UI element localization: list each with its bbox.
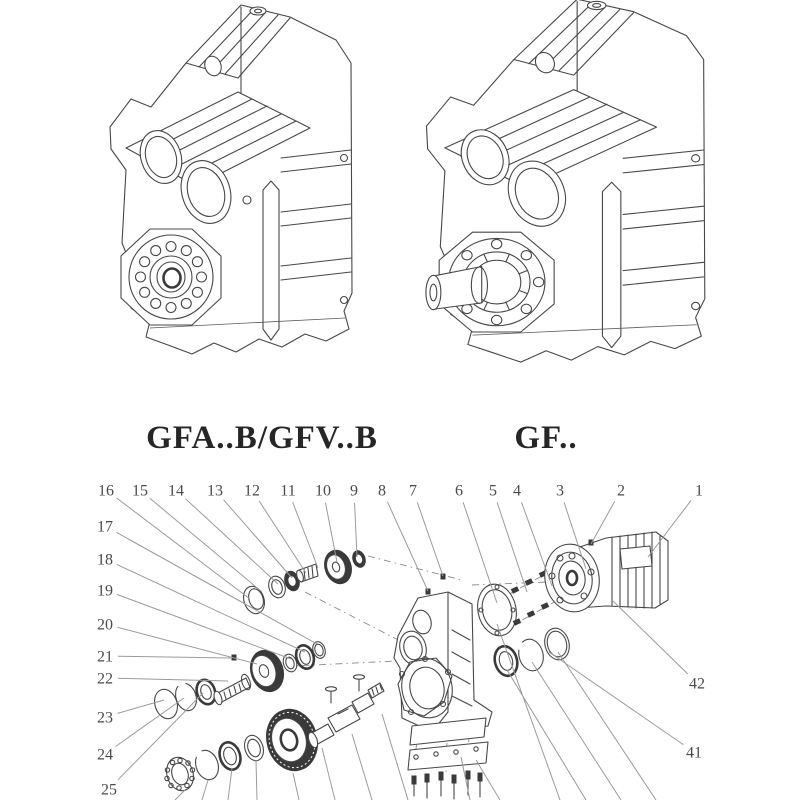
washer <box>241 733 266 763</box>
ball-bearing <box>162 754 197 794</box>
leader-line-21 <box>118 656 231 658</box>
callout-number-14: 14 <box>168 482 184 500</box>
front-rib-bar <box>602 182 620 347</box>
callout-number-19: 19 <box>97 582 113 600</box>
leader-line-4 <box>521 502 552 586</box>
top-plug <box>588 1 606 9</box>
strap-bolt-bottom <box>692 302 700 309</box>
callout-number-25: 25 <box>101 781 117 799</box>
callout-number-10: 10 <box>315 482 331 500</box>
callout-number-21: 21 <box>97 648 113 666</box>
callout-number-15: 15 <box>132 482 148 500</box>
input-shaft-assembly <box>240 547 367 617</box>
circlip <box>192 747 222 782</box>
callout-number-6: 6 <box>455 482 463 500</box>
shaft-end-face <box>426 275 441 309</box>
leader-line-17 <box>116 532 317 644</box>
leader-line-7 <box>417 502 443 576</box>
figure-gearbox-solid-shaft <box>426 0 705 362</box>
leader-line-14 <box>186 499 278 584</box>
figure-label-right: GF.. <box>514 420 578 456</box>
callout-number-4: 4 <box>513 482 521 500</box>
callout-number-24: 24 <box>97 746 113 764</box>
strap-bolt-bottom <box>341 297 348 304</box>
callout-number-5: 5 <box>489 482 497 500</box>
callout-number-7: 7 <box>409 482 417 500</box>
callout-number-41: 41 <box>686 744 702 762</box>
leader-line-42 <box>613 601 688 674</box>
leader-line-1 <box>648 500 691 557</box>
base-bolts <box>412 771 482 799</box>
callout-number-22: 22 <box>97 670 113 688</box>
callout-number-23: 23 <box>97 709 113 727</box>
leader-line-22 <box>118 678 228 681</box>
callout-number-1: 1 <box>695 482 703 500</box>
leader-line-13 <box>224 500 292 578</box>
circlip <box>515 636 546 673</box>
callout-number-18: 18 <box>97 551 113 569</box>
housing <box>394 574 492 732</box>
end-cap <box>151 686 181 721</box>
leader-line-41 <box>549 652 683 745</box>
leader-line-12 <box>259 501 306 573</box>
callout-number-12: 12 <box>244 482 260 500</box>
housing-stud <box>426 589 430 594</box>
leader-line-9 <box>355 503 357 557</box>
strap-bolt-top <box>692 155 700 162</box>
callout-number-42: 42 <box>689 675 705 693</box>
seal-ring <box>216 740 244 773</box>
strap-bolt-top <box>341 155 348 162</box>
leader-line-20 <box>118 627 257 664</box>
figure-gearbox-hollow-shaft <box>110 5 352 354</box>
motor-terminal-box <box>620 546 652 569</box>
side-stud <box>243 196 251 204</box>
gasket-plates <box>408 718 488 770</box>
stud-bolts <box>511 571 548 625</box>
top-plug <box>250 7 266 15</box>
leader-line-6 <box>463 502 497 603</box>
front-rib-bar <box>263 181 279 340</box>
leader-line-15 <box>150 498 262 592</box>
exploded-view <box>97 483 705 800</box>
callout-number-9: 9 <box>350 482 358 500</box>
callout-number-16: 16 <box>98 482 114 500</box>
callout-number-13: 13 <box>207 482 223 500</box>
intermediate-shaft-assembly <box>151 640 327 722</box>
leader-line-16 <box>116 498 250 599</box>
callout-number-2: 2 <box>617 482 625 500</box>
callout-number-3: 3 <box>556 482 564 500</box>
figure-label-left: GFA..B/GFV..B <box>146 420 378 456</box>
callout-number-8: 8 <box>378 482 386 500</box>
leader-line-5 <box>497 502 527 592</box>
callout-number-17: 17 <box>97 518 113 536</box>
motor <box>540 532 668 616</box>
callout-number-20: 20 <box>97 616 113 634</box>
callout-number-11: 11 <box>280 482 296 500</box>
